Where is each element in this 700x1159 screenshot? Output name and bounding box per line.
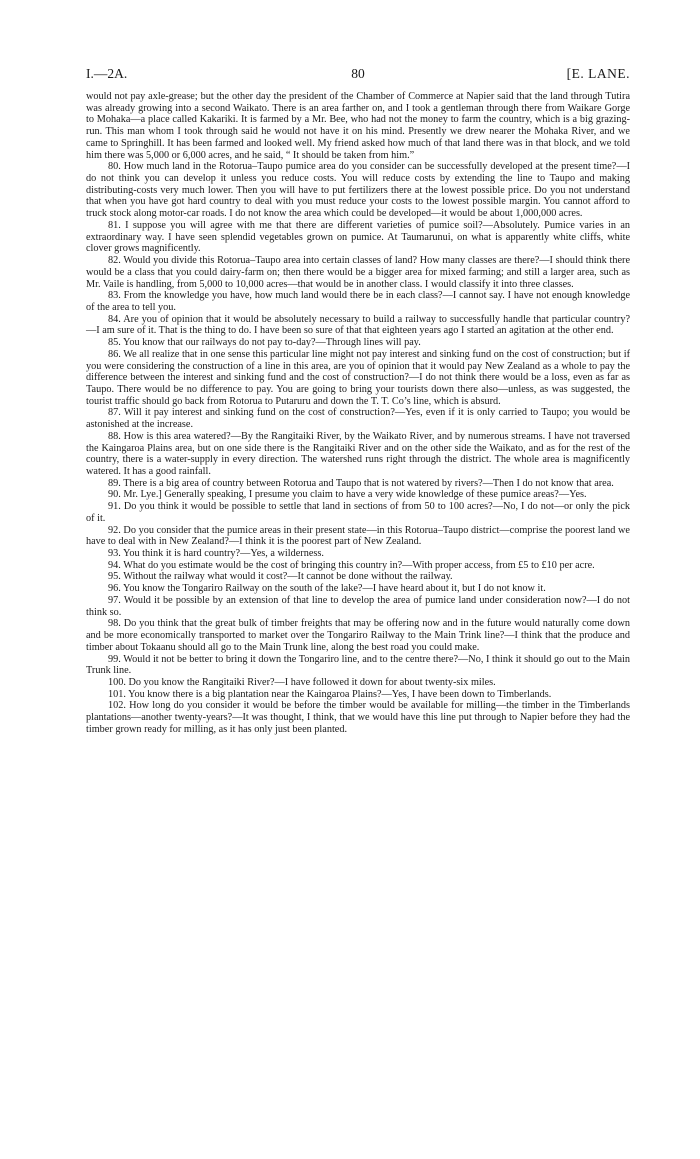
paragraph-question-86: 86. We all realize that in one sense this particular line might not pay interest and sinking fund on the cost of construction; but if you were considering the construction of a line in this area, are you of opinion that it would pay New Zealand as a whole to pay the difference between the interest and sinking fund and the cost of construction?—I do not think there would be a loss, even as far as Taupo. There would be no difference to pay. You are going to bring your tourists down there also—unless, as was suggested, the tourist traffic should go back from Rotorua to Putaruru and down the T. T. Co’s line, which is absurd. xyxy=(86,348,630,407)
document-body xyxy=(86,91,630,736)
witness-name: [E. LANE. xyxy=(566,66,630,81)
page-number: 80 xyxy=(351,66,365,81)
paragraph-question-93: 93. You think it is hard country?—Yes, a wilderness. xyxy=(108,548,324,560)
paragraph-question-96: 96. You know the Tongariro Railway on the south of the lake?—I have heard about it, but I do not know it. xyxy=(108,583,546,595)
paragraph-question-95: 95. Without the railway what would it cost?—It cannot be done without the railway. xyxy=(108,571,453,583)
paragraph-question-102: 102. How long do you consider it would be before the timber would be available for milling—the timber in the Timberlands plantations—another twenty-years?—It was thought, I think, that we would have this line put through to Napier before they had the timber grown ready for milling, as it has only just been planted. xyxy=(86,700,630,735)
paragraph-question-85: 85. You know that our railways do not pay to-day?—Through lines will pay. xyxy=(108,337,421,349)
paragraph-question-81: 81. I suppose you will agree with me that there are different varieties of pumice soil?—Absolutely. Pumice varies in an extraordinary way. I have seen splendid vegetables grown on pumice. At Taumarunui, on what is apparently white cliffs, white clover grows magnificently. xyxy=(86,219,630,255)
paragraph-question-92: 92. Do you consider that the pumice areas in their present state—in this Rotorua–Taupo district—comprise the poorest land we have to deal with in New Zealand?—I think it is the poorest part of New Zealand. xyxy=(86,524,630,548)
paragraph-continuation: would not pay axle-grease; but the other day the president of the Chamber of Commerce at Napier said that the land through Tutira was already growing into a second Waikato. There is an area farther on, and I took a gentleman through there from Waikare Gorge to Mohaka—a place called Kakariki. It is farmed by a Mr. Bee, who had not the money to farm the country, which is a big grazing-run. This man whom I took through said he would not have it on his mind. Presently we drew nearer the Mohaka River, and we came to Springhill. It has been farmed and looked well. My friend asked how much of that land there was in that block, and we told him there was 5,000 or 6,000 acres, and he said, “ It should be taken from him.” xyxy=(86,91,630,161)
paragraph-question-88: 88. How is this area watered?—By the Rangitaiki River, by the Waikato River, and by numerous streams. I have not traversed the Kaingaroa Plains area, but on one side there is the Rangitaiki River and on the other side the Waikato, and as for the rest of the country, there is a water-supply in every direction. The watershed runs right through the district. The whole area is magnificently watered. It has a good rainfall. xyxy=(86,430,630,477)
document-reference: I.—2A. xyxy=(86,66,128,81)
paragraph-question-101: 101. You know there is a big plantation near the Kaingaroa Plains?—Yes, I have been down to Timberlands. xyxy=(108,688,552,700)
paragraph-question-89: 89. There is a big area of country between Rotorua and Taupo that is not watered by rivers?—Then I do not know that area. xyxy=(108,477,614,489)
page-header xyxy=(86,66,630,84)
paragraph-question-99: 99. Would it not be better to bring it down the Tongariro line, and to the centre there?—No, I think it should go out to the Main Trunk line. xyxy=(86,653,630,677)
paragraph-question-83: 83. From the knowledge you have, how much land would there be in each class?—I cannot say. I have not enough knowledge of the area to tell you. xyxy=(86,290,630,313)
paragraph-question-90: 90. Mr. Lye.] Generally speaking, I presume you claim to have a very wide knowledge of these pumice areas?—Yes. xyxy=(108,489,587,501)
paragraph-question-87: 87. Will it pay interest and sinking fund on the cost of construction?—Yes, even if it is only carried to Taupo; you would be astonished at the increase. xyxy=(86,407,630,431)
paragraph-question-91: 91. Do you think it would be possible to settle that land in sections of from 50 to 100 acres?—No, I do not—or only the pick of it. xyxy=(86,501,630,524)
paragraph-question-100: 100. Do you know the Rangitaiki River?—I have followed it down for about twenty-six miles. xyxy=(108,676,496,688)
paragraph-question-82: 82. Would you divide this Rotorua–Taupo area into certain classes of land? How many classes are there?—I should think there would be a class that you could dairy-farm on; then there would be a bigger area for mixed farming; and still a larger area, such as Mr. Vaile is handling, from 5,000 to 10,000 acres—that would be in another class. I would classify it into three classes. xyxy=(86,255,630,290)
paragraph-question-94: 94. What do you estimate would be the cost of bringing this country in?—With proper access, from £5 to £10 per acre. xyxy=(108,559,595,571)
paragraph-question-98: 98. Do you think that the great bulk of timber freights that may be offering now and in the future would naturally come down and be more economically transported to market over the Tongariro Railway to the Main Trink line?—I think that the produce and timber about Tokaanu should all go to the Main Trunk line, along the best road you could make. xyxy=(86,618,630,653)
paragraph-question-97: 97. Would it be possible by an extension of that line to develop the area of pumice land under consideration now?—I do not think so. xyxy=(86,594,630,618)
paragraph-question-84: 84. Are you of opinion that it would be absolutely necessary to build a railway to successfully handle that particular country?—I am sure of it. That is the thing to do. I have been so sure of that that eighteen years ago I started an agitation at the other end. xyxy=(86,313,630,337)
paragraph-question-80: 80. How much land in the Rotorua–Taupo pumice area do you consider can be successfully developed at the present time?—I do not think you can develop it unless you reduce costs. You will reduce costs by extending the line to Taupo and making distributing-costs very much lower. Then you will have to put fertilizers there at the lowest possible price. Do you not understand that when you have got hard country to deal with you must reduce your costs to the lowest possible margin. You cannot afford to truck stock along motor-car roads. I do not know the area which could be developed—it would be about 1,000,000 acres. xyxy=(86,161,630,220)
